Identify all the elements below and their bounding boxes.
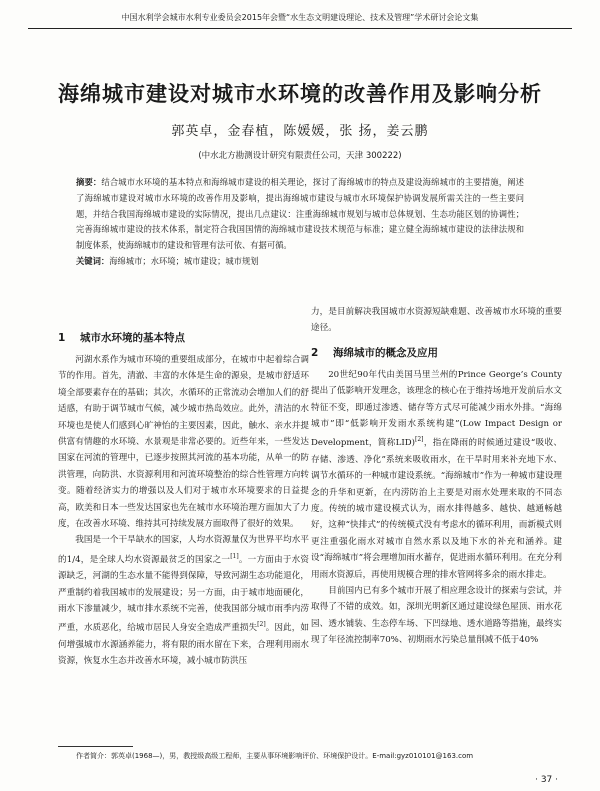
- paragraph: [311, 367, 562, 583]
- paragraph-text: 我国是一个干旱缺水的国家，人均水资源量仅为世界平均水平的1/4，是全球人均水资源最贫乏的国家之一: [58, 535, 309, 565]
- paragraph-text: 。因此，如何增强城市水源涵养能力，将有限的雨水留在下来，合理利用雨水资源，恢复水生态并改善水环境，减小城市防洪压: [58, 623, 309, 667]
- affiliation: (中水北方勘测设计研究有限责任公司，天津 300222): [198, 151, 402, 161]
- header-rule: [28, 28, 572, 29]
- author-footnote: 作者简介：郭英卓(1968—)，男，教授级高级工程师，主要从事环境影响评价、环境保护设计。E-mail:gyz010101@163.com: [76, 752, 474, 760]
- author-list: 郭英卓，金春植，陈媛媛，张 扬，姜云鹏: [171, 124, 429, 139]
- right-column: [311, 304, 562, 649]
- section-2-number: 2: [311, 346, 319, 359]
- citation: [2]: [415, 436, 424, 444]
- keywords-label: 关键词：: [76, 255, 110, 266]
- keywords: [76, 254, 524, 270]
- paragraph: 河湖水系作为城市环境的重要组成部分，在城市中起着综合调节的作用。首先，清澈、丰富的水体是生命的源泉，是城市舒适环境全部要素存在的基础；其次，水循环的正常流动会增加人们的舒适感，有助于调节城市气候，减少城市热岛效应。此外，清洁的水环境也是使人们感到心旷神怡的主要因素，因此，触水、亲水并提供富有情趣的水环境、水景观是非常必要的。近些年来，一些发达国家在河流的管理中，已逐步按照其河流的基本功能，从单一的防洪管理，向防洪、水资源利用和河流环境整治的综合性管理方向转变。随着经济实力的增强以及人们对于城市水环境要求的日益提高，欧美和日本一些发达国家也先在城市水环境治理方面加大了力度，在改善水环境、维持其可持续发展方面取得了很好的效果。: [58, 355, 309, 530]
- citation: [1]: [230, 552, 239, 560]
- section-2-title: 海绵城市的概念及应用: [333, 346, 438, 359]
- running-header: 中国水利学会城市水利专业委员会2015年会暨“水生态文明建设理论、技术及管理”学术研讨会论文集: [121, 13, 479, 22]
- left-column: [58, 330, 309, 669]
- section-1-number: 1: [58, 332, 66, 344]
- abstract-block: [76, 175, 524, 270]
- abstract-body: 结合城市水环境的基本特点和海绵城市建设的相关理论，探讨了海绵城市的特点及建设海绵城市的主要措施，阐述了海绵城市建设对城市水环境的改善作用及影响，提出海绵城市建设与城市水环境保护协调发展所需关注的一些主要问题，并结合我国海绵城市建设的实际情况，提出几点建议：注重海绵城市规划与城市总体规划、生态功能区划的协调性；完善海绵城市建设的技术体系，制定符合我国国情的海绵城市建设技术规范与标准；建立健全海绵城市建设的法律法规和制度体系，使海绵城市的建设和管理有法可依、有据可循。: [76, 177, 524, 251]
- paragraph-text: 。一方面由于水资源缺乏，河湖的生态水量不能得到保障，导致河湖生态功能退化，严重制约着我国城市的发展建设；另一方面，由于城市地面硬化，雨水下渗量减少，城市排水系统不完善，使我国部分城市雨季内涝严重，水质恶化，给城市居民人身安全造成严重损失: [58, 554, 309, 634]
- page-number: · 37 ·: [535, 775, 558, 785]
- paragraph: 力，是目前解决我国城市水资源短缺难题、改善城市水环境的重要途径。: [311, 307, 562, 334]
- section-1-title: 城市水环境的基本特点: [80, 332, 185, 344]
- abstract-label: 摘要：: [76, 177, 102, 187]
- section-2-heading: [311, 345, 562, 361]
- abstract-text: [76, 175, 524, 254]
- keywords-body: 海绵城市；水环境；城市建设；城市规划: [109, 255, 259, 266]
- paragraph: [58, 532, 309, 669]
- paragraph: 目前国内已有多个城市开展了相应理念设计的探索与尝试，并取得了不错的成效。如，深圳光明新区通过建设绿色屋顶、雨水花园、透水铺装、生态停车场、下凹绿地、透水道路等措施，最终实现了年径流控制率70%、初期雨水污染总量削减不低于40%: [311, 585, 562, 646]
- citation: [2]: [257, 621, 266, 629]
- footnote-rule: [58, 746, 133, 747]
- section-1-heading: [58, 330, 309, 346]
- paragraph-text: ，指在降雨的时候通过建设“吸收、存储、渗透、净化”系统来吸收雨水，在干旱时用来补充地下水、调节水循环的一种城市建设系统。“海绵城市”作为一种城市建设理念的升华和更新，在内涝防治上主要是对雨水处理来取的不同态度。传统的城市建设模式认为，雨水排得越多、越快、越通畅越好，这种“快排式”的传统模式没有考虑水的循环利用，而新模式则更注重强化雨水对城市自然水系以及地下水的补充和涵养。建设“海绵城市”将会理增加雨水蓄存，促进雨水循环利用。在充分利用雨水资源后，再使用规模合理的排水管网将多余的雨水排走。: [311, 438, 562, 580]
- paragraph-text: 20世纪90年代由美国马里兰州的Prince George’s County提出了低影响开发理念，该理念的核心在于维持场地开发前后水文特征不变，即通过渗透、储存等方式尽可能减少雨水外排。“海绵城市”即“低影响开发雨水系统构建”(Low Impact Design or Development，简称LID): [311, 369, 562, 449]
- paper-title: 海绵城市建设对城市水环境的改善作用及影响分析: [58, 81, 542, 106]
